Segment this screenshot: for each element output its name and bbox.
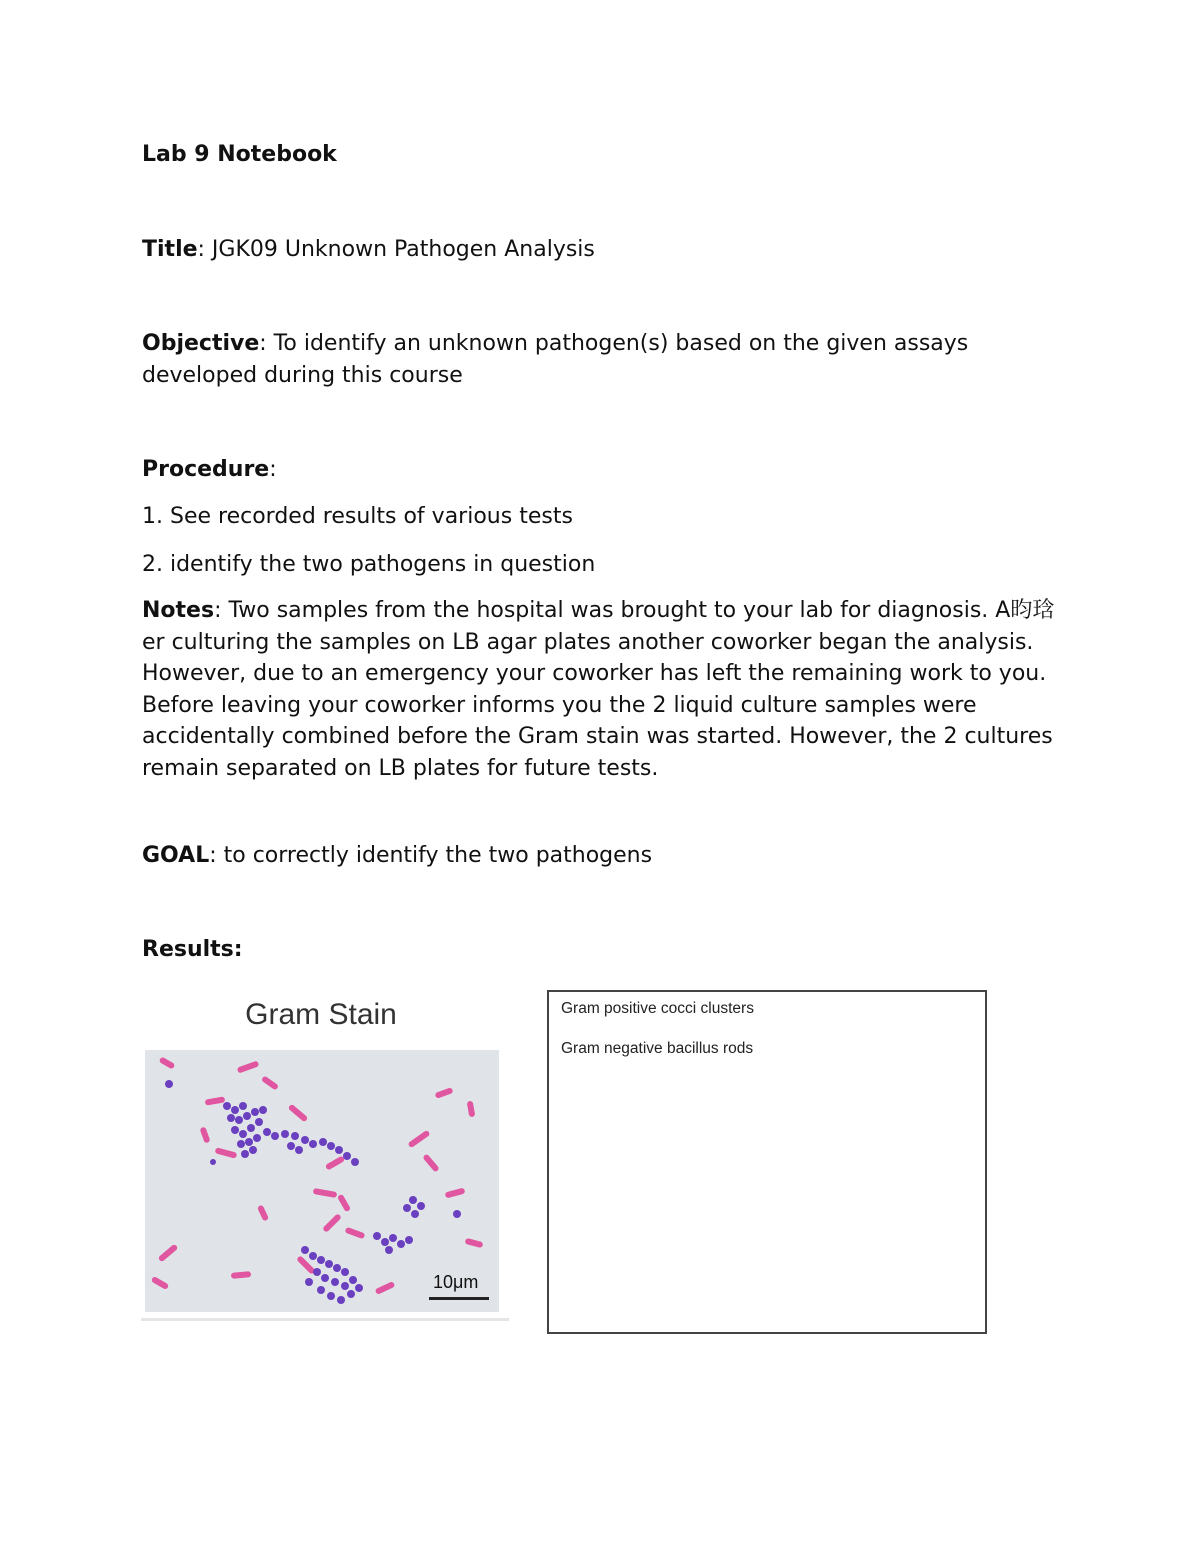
figure-title: Gram Stain xyxy=(245,998,397,1031)
results-text-box xyxy=(547,990,987,1334)
results-heading: Results: xyxy=(142,937,243,962)
goal-value: : to correctly identify the two pathogens xyxy=(209,843,653,868)
document-heading: Lab 9 Notebook xyxy=(142,142,337,167)
procedure-heading xyxy=(142,454,277,486)
procedure-label: Procedure xyxy=(142,457,270,482)
objective-value: : To identify an unknown pathogen(s) based on the given assays developed during this course xyxy=(142,331,969,388)
procedure-colon: : xyxy=(269,457,277,482)
objective-label: Objective xyxy=(142,331,260,356)
goal-label: GOAL xyxy=(142,843,210,868)
scale-bar-label: 10μm xyxy=(433,1272,479,1292)
goal-line xyxy=(142,840,652,872)
objective-paragraph xyxy=(142,328,1072,391)
title-value: : JGK09 Unknown Pathogen Analysis xyxy=(197,237,595,262)
micrograph-image xyxy=(145,1050,499,1312)
notes-label: Notes xyxy=(142,598,215,623)
title-line xyxy=(142,234,595,266)
scale-bar xyxy=(429,1297,489,1300)
figure-bottom-rule xyxy=(141,1318,509,1321)
title-label: Title xyxy=(142,237,198,262)
procedure-step-2: 2. identify the two pathogens in question xyxy=(142,552,596,577)
notes-paragraph xyxy=(142,595,1072,785)
result-line-1: Gram positive cocci clusters xyxy=(561,1000,754,1017)
notes-value: : Two samples from the hospital was brought to your lab for diagnosis. A昀琀er culturing the samples on LB agar plates another coworker began the analysis. However, due to an emergency your coworker has left the remaining work to you. Before leaving your coworker informs you the 2 liquid culture samples were accidentally combined before the Gram stain was started. However, the 2 cultures remain separated on LB plates for future tests. xyxy=(142,598,1055,781)
result-line-2: Gram negative bacillus rods xyxy=(561,1040,754,1057)
gram-stain-figure xyxy=(141,990,509,1324)
procedure-step-1: 1. See recorded results of various tests xyxy=(142,504,573,529)
